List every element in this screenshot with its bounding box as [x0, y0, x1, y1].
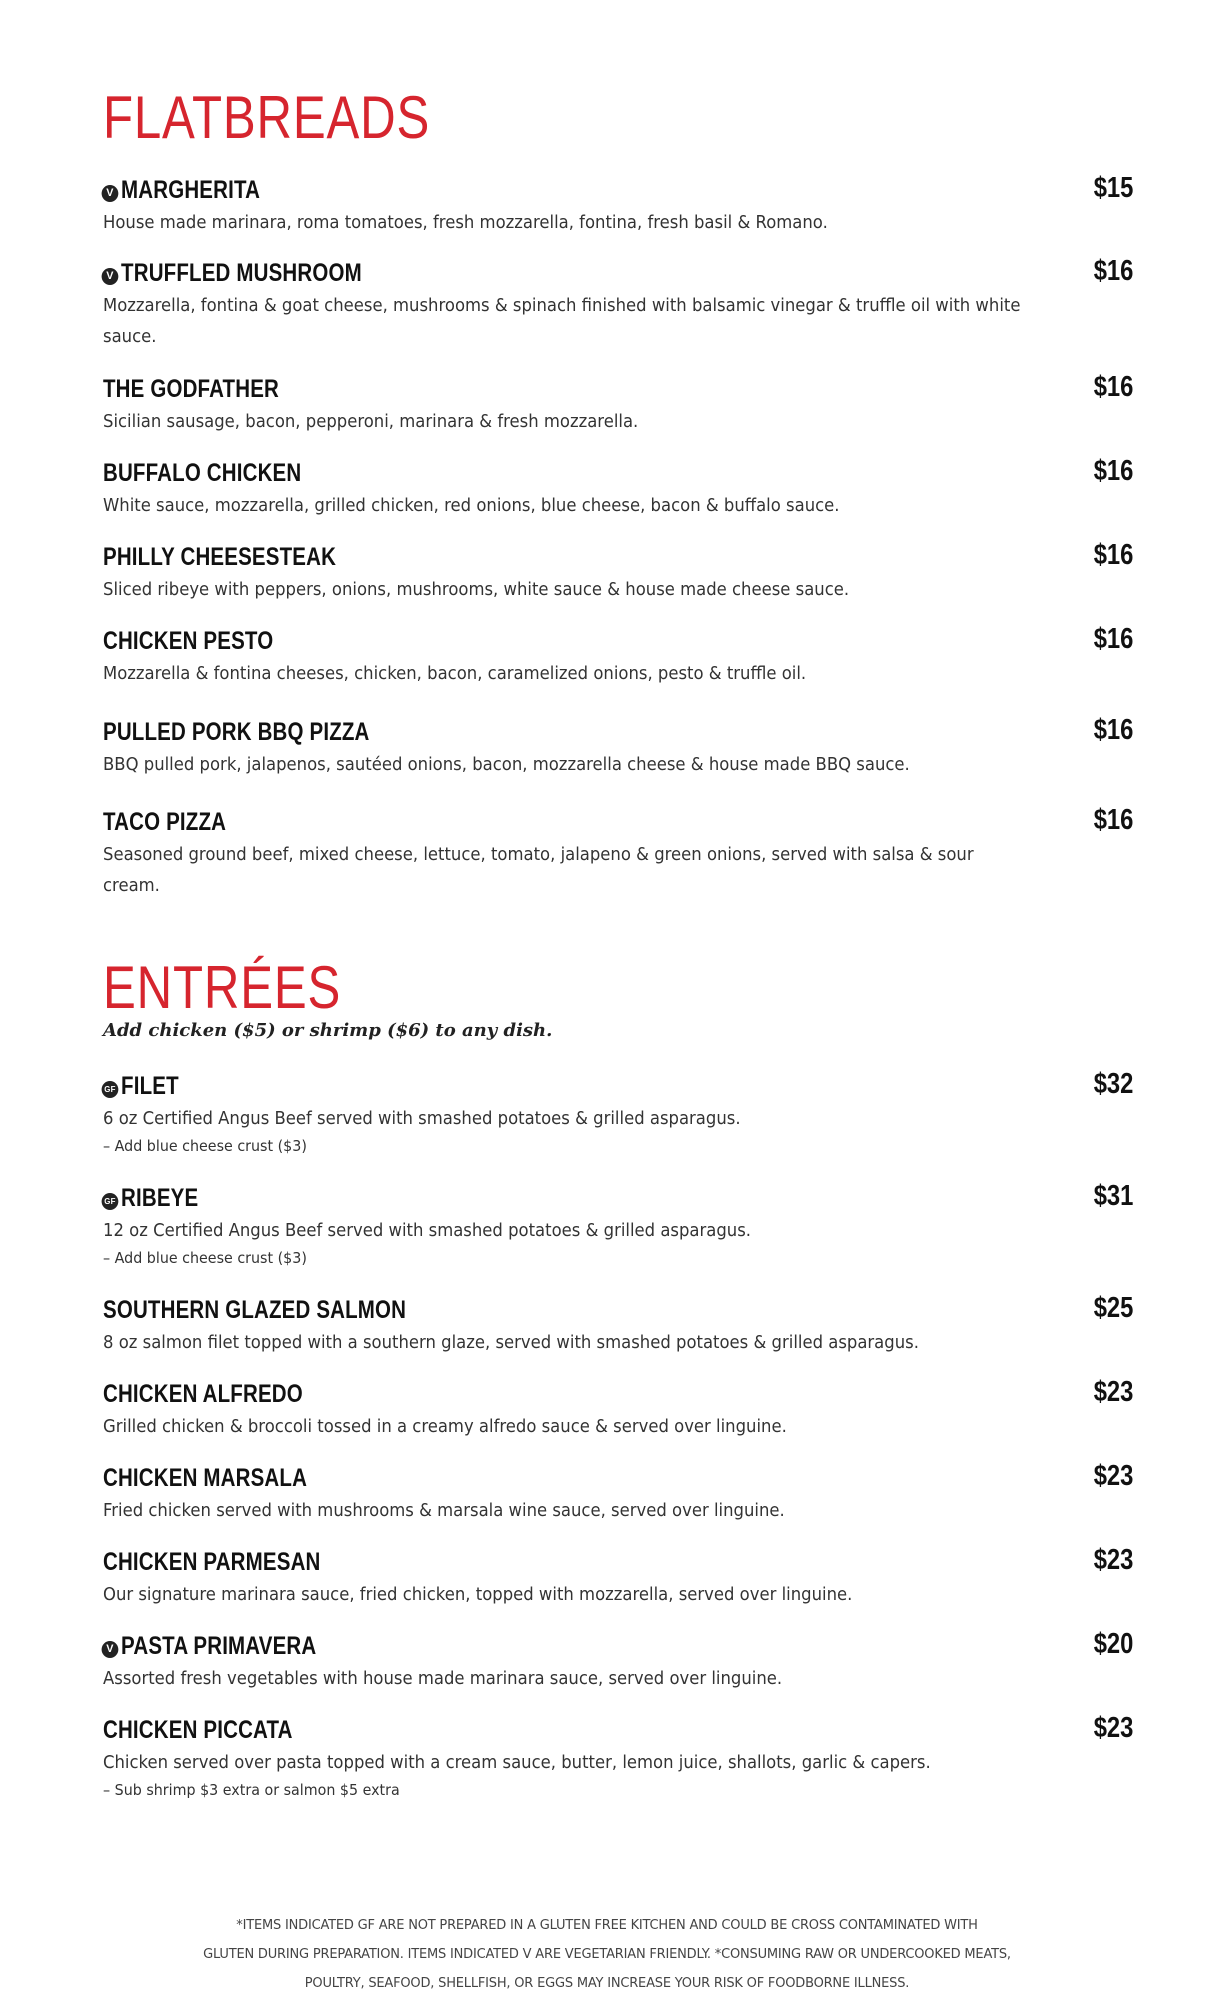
menu-item-header: [103, 1628, 1133, 1664]
menu-item-price: $16: [1093, 714, 1133, 746]
menu-item: [103, 1544, 1133, 1611]
menu-item-name: BUFFALO CHICKEN: [103, 459, 302, 487]
menu-item-addon-note: – Sub shrimp $3 extra or salmon $5 extra: [103, 1781, 400, 1799]
menu-item-header: [103, 1460, 1133, 1496]
menu-item: [103, 1628, 1133, 1695]
menu-item-header: [103, 255, 1133, 291]
menu-item-name: CHICKEN PESTO: [103, 627, 274, 655]
menu-item-name: CHICKEN PICCATA: [103, 1716, 293, 1744]
menu-item: [103, 1712, 1133, 1801]
menu-item-name: PHILLY CHEESESTEAK: [103, 543, 337, 571]
menu-item-description: Fried chicken served with mushrooms & marsala wine sauce, served over linguine.: [103, 1501, 785, 1521]
menu-item: [103, 714, 1133, 781]
menu-item-description: Grilled chicken & broccoli tossed in a creamy alfredo sauce & served over linguine.: [103, 1417, 787, 1437]
menu-item-name-wrap: [103, 1632, 316, 1661]
menu-item-name: PASTA PRIMAVERA: [121, 1632, 317, 1660]
menu-item-header: [103, 1068, 1133, 1104]
menu-item-name: PULLED PORK BBQ PIZZA: [103, 718, 370, 746]
menu-item-price: $16: [1093, 255, 1133, 287]
menu-item: [103, 255, 1133, 353]
menu-item-name-wrap: [103, 543, 336, 572]
menu-item-name-wrap: [103, 176, 260, 205]
menu-item-price: $16: [1093, 539, 1133, 571]
menu-item-price: $16: [1093, 804, 1133, 836]
menu-item: [103, 1460, 1133, 1527]
menu-item-description: 8 oz salmon filet topped with a southern glaze, served with smashed potatoes & grilled asparagus.: [103, 1333, 919, 1353]
menu-item-price: $15: [1093, 172, 1133, 204]
entrees-title: ENTRÉES: [103, 954, 342, 1021]
menu-item-description: Assorted fresh vegetables with house made marinara sauce, served over linguine.: [103, 1669, 783, 1689]
menu-item-header: [103, 1180, 1133, 1216]
menu-item: [103, 1180, 1133, 1269]
menu-item-price: $16: [1093, 623, 1133, 655]
menu-item-name-wrap: [103, 627, 273, 656]
menu-item-price: $23: [1093, 1376, 1133, 1408]
menu-item-description: House made marinara, roma tomatoes, fresh mozzarella, fontina, fresh basil & Romano.: [103, 213, 828, 233]
menu-item: [103, 455, 1133, 522]
menu-item-name: SOUTHERN GLAZED SALMON: [103, 1296, 407, 1324]
menu-item-name: TACO PIZZA: [103, 808, 227, 836]
footer-line: GLUTEN DURING PREPARATION. ITEMS INDICATED V ARE VEGETARIAN FRIENDLY. *CONSUMING RAW OR UNDERCOOKED MEATS,: [203, 1947, 1011, 1962]
gluten-free-icon: GF: [102, 1081, 119, 1098]
menu-item-price: $16: [1093, 455, 1133, 487]
menu-item-price: $31: [1093, 1180, 1133, 1212]
footer-line: *ITEMS INDICATED GF ARE NOT PREPARED IN A GLUTEN FREE KITCHEN AND COULD BE CROSS CONTAMINATED WITH: [236, 1918, 978, 1933]
flatbreads-title: FLATBREADS: [103, 84, 431, 151]
menu-item-description: Sicilian sausage, bacon, pepperoni, marinara & fresh mozzarella.: [103, 412, 639, 432]
menu-item-name: CHICKEN MARSALA: [103, 1464, 308, 1492]
menu-item-header: [103, 804, 1133, 840]
menu-item: [103, 539, 1133, 606]
menu-item-description: Seasoned ground beef, mixed cheese, lettuce, tomato, jalapeno & green onions, served with salsa & sour cream.: [103, 845, 974, 896]
menu-item-name-wrap: [103, 375, 279, 404]
menu-item-header: [103, 1712, 1133, 1748]
vegetarian-icon: V: [102, 1641, 119, 1658]
menu-item-name-wrap: [103, 718, 370, 747]
menu-item-description: BBQ pulled pork, jalapenos, sautéed onions, bacon, mozzarella cheese & house made BBQ sauce.: [103, 755, 910, 775]
menu-item-header: [103, 371, 1133, 407]
menu-item-header: [103, 172, 1133, 208]
menu-item-description: White sauce, mozzarella, grilled chicken, red onions, blue cheese, bacon & buffalo sauce.: [103, 496, 840, 516]
menu-item-header: [103, 455, 1133, 491]
menu-item-name-wrap: [103, 808, 226, 837]
menu-item-name: TRUFFLED MUSHROOM: [121, 259, 362, 287]
menu-item-name-wrap: [103, 1296, 406, 1325]
menu-item-name-wrap: [103, 1184, 198, 1213]
menu-item-header: [103, 539, 1133, 575]
menu-item-name-wrap: [103, 259, 362, 288]
menu-item-header: [103, 714, 1133, 750]
menu-item-addon-note: – Add blue cheese crust ($3): [103, 1249, 307, 1267]
menu-item: [103, 1376, 1133, 1443]
menu-item-header: [103, 1376, 1133, 1412]
menu-item-header: [103, 1544, 1133, 1580]
footer-line: POULTRY, SEAFOOD, SHELLFISH, OR EGGS MAY INCREASE YOUR RISK OF FOODBORNE ILLNESS.: [304, 1976, 910, 1991]
menu-item-price: $23: [1093, 1712, 1133, 1744]
menu-item-price: $25: [1093, 1292, 1133, 1324]
menu-item-description: Sliced ribeye with peppers, onions, mushrooms, white sauce & house made cheese sauce.: [103, 580, 850, 600]
menu-item-description: Mozzarella & fontina cheeses, chicken, bacon, caramelized onions, pesto & truffle oil.: [103, 664, 807, 684]
menu-item-name: RIBEYE: [121, 1184, 199, 1212]
menu-item-name-wrap: [103, 459, 301, 488]
menu-item-name-wrap: [103, 1716, 293, 1745]
menu-item-name-wrap: [103, 1464, 307, 1493]
menu-item: [103, 623, 1133, 690]
vegetarian-icon: V: [102, 268, 119, 285]
menu-item-price: $32: [1093, 1068, 1133, 1100]
menu-item-description: Mozzarella, fontina & goat cheese, mushrooms & spinach finished with balsamic vinegar & truffle oil with white sauce.: [103, 296, 1021, 347]
menu-item-price: $16: [1093, 371, 1133, 403]
menu-item-description: 12 oz Certified Angus Beef served with smashed potatoes & grilled asparagus.: [103, 1221, 752, 1241]
menu-item-price: $20: [1093, 1628, 1133, 1660]
menu-item-name-wrap: [103, 1072, 179, 1101]
menu-item-name: CHICKEN PARMESAN: [103, 1548, 321, 1576]
footer-disclaimer: [150, 1911, 1064, 1998]
menu-item: [103, 172, 1133, 239]
gluten-free-icon: GF: [102, 1193, 119, 1210]
vegetarian-icon: V: [102, 185, 119, 202]
menu-item: [103, 371, 1133, 438]
menu-item-description: 6 oz Certified Angus Beef served with smashed potatoes & grilled asparagus.: [103, 1109, 741, 1129]
menu-item: [103, 1292, 1133, 1359]
menu-item-price: $23: [1093, 1544, 1133, 1576]
menu-item-name: FILET: [121, 1072, 179, 1100]
menu-item-addon-note: – Add blue cheese crust ($3): [103, 1137, 307, 1155]
menu-item-description: Our signature marinara sauce, fried chicken, topped with mozzarella, served over linguine.: [103, 1585, 853, 1605]
menu-item-name: CHICKEN ALFREDO: [103, 1380, 303, 1408]
menu-item: [103, 1068, 1133, 1157]
entrees-note: Add chicken ($5) or shrimp ($6) to any dish.: [103, 1020, 553, 1041]
menu-item-price: $23: [1093, 1460, 1133, 1492]
menu-item-name: THE GODFATHER: [103, 375, 280, 403]
menu-item-name-wrap: [103, 1548, 321, 1577]
menu-item-name-wrap: [103, 1380, 303, 1409]
menu-item-description: Chicken served over pasta topped with a cream sauce, butter, lemon juice, shallots, garlic & capers.: [103, 1753, 931, 1773]
menu-item-name: MARGHERITA: [121, 176, 261, 204]
menu-item: [103, 804, 1133, 902]
menu-item-header: [103, 623, 1133, 659]
menu-item-header: [103, 1292, 1133, 1328]
